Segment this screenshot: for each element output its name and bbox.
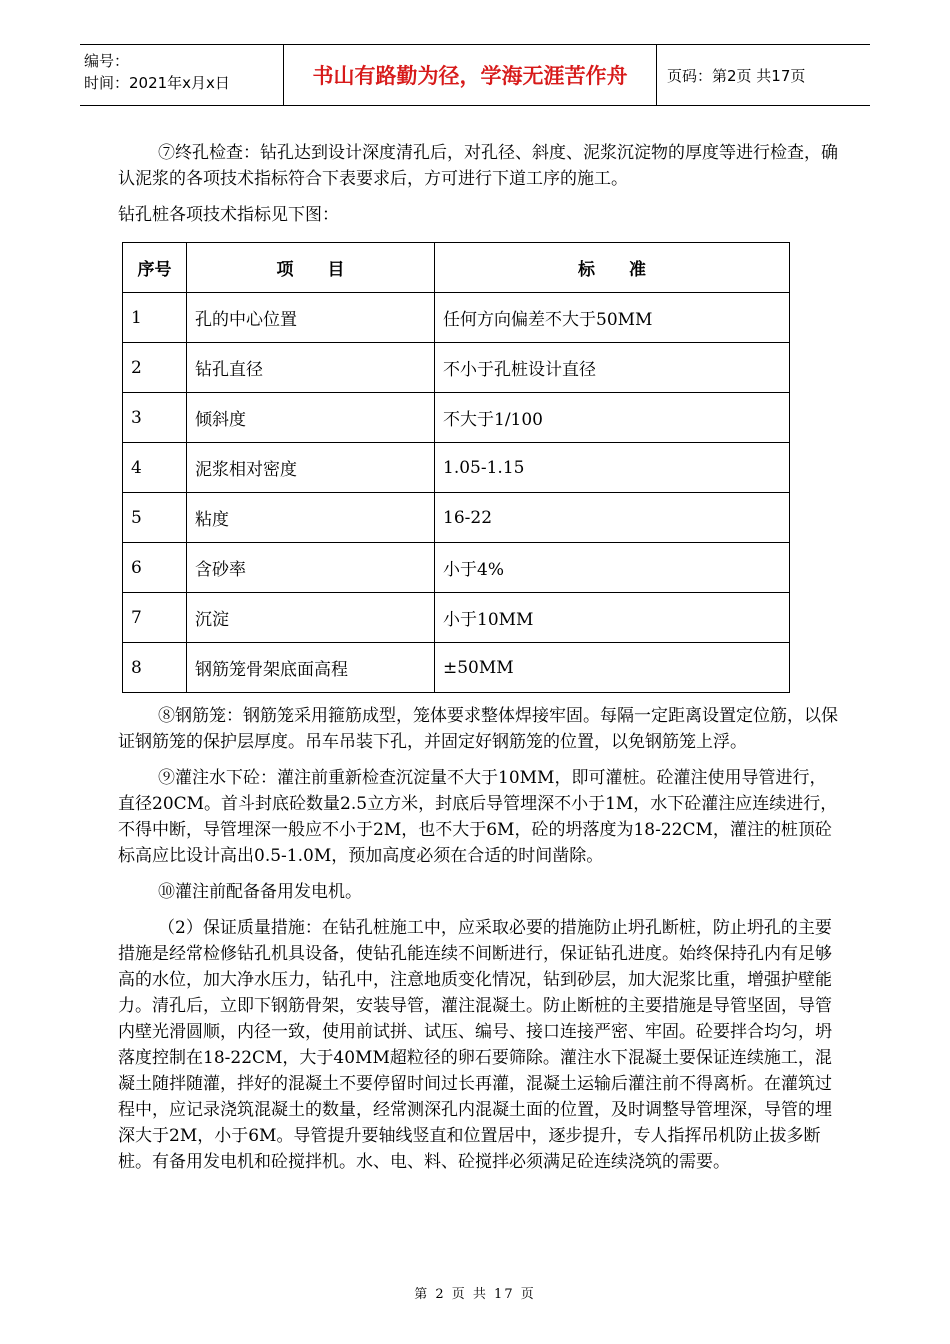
cell-item: 泥浆相对密度: [187, 443, 435, 493]
cell-no: 8: [123, 643, 187, 693]
paragraph-generator: ⑩灌注前配备备用发电机。: [158, 882, 362, 902]
table-row: [123, 493, 790, 543]
table-row: [123, 643, 790, 693]
document-time: 时间：2021年x月x日: [84, 74, 230, 92]
header-cell-item: 项 目: [187, 243, 435, 293]
cell-no: 1: [123, 293, 187, 343]
document-number-label: 编号：: [84, 52, 130, 70]
technical-spec-table: [122, 242, 790, 693]
cell-item: 钢筋笼骨架底面高程: [187, 643, 435, 693]
page-footer: 第 2 页 共 17 页: [414, 1287, 536, 1302]
cell-standard: ±50MM: [435, 643, 790, 693]
table-row: [123, 393, 790, 443]
header-meta: [80, 45, 284, 105]
cell-standard: 不大于1/100: [435, 393, 790, 443]
cell-item: 含砂率: [187, 543, 435, 593]
cell-no: 6: [123, 543, 187, 593]
cell-item: 孔的中心位置: [187, 293, 435, 343]
header-motto: 书山有路勤为径，学海无涯苦作舟: [284, 45, 657, 105]
cell-no: 4: [123, 443, 187, 493]
table-intro: 钻孔桩各项技术指标见下图：: [118, 205, 339, 225]
cell-standard: 1.05-1.15: [435, 443, 790, 493]
header-page-info: 页码：第2页 共17页: [667, 66, 806, 85]
cell-standard: 16-22: [435, 493, 790, 543]
header-cell-no: 序号: [123, 243, 187, 293]
cell-standard: 不小于孔桩设计直径: [435, 343, 790, 393]
table-row: [123, 343, 790, 393]
paragraph-rebar-cage: ⑧钢筋笼：钢筋笼采用箍筋成型，笼体要求整体焊接牢固。每隔一定距离设置定位筋，以保证钢筋笼的保护层厚度。吊车吊装下孔，并固定好钢筋笼的位置，以免钢筋笼上浮。: [118, 706, 838, 752]
page-header: [80, 44, 870, 106]
cell-standard: 小于4%: [435, 543, 790, 593]
paragraph-final-hole-check: ⑦终孔检查：钻孔达到设计深度清孔后，对孔径、斜度、泥浆沉淀物的厚度等进行检查，确认泥浆的各项技术指标符合下表要求后，方可进行下道工序的施工。: [118, 143, 838, 189]
cell-no: 2: [123, 343, 187, 393]
paragraph-quality-measures: （2）保证质量措施：在钻孔桩施工中，应采取必要的措施防止坍孔断桩，防止坍孔的主要措施是经常检修钻孔机具设备，使钻孔能连续不间断进行，保证钻孔进度。始终保持孔内有足够高的水位，加大净水压力，钻孔中，注意地质变化情况，钻到砂层，加大泥浆比重，增强护壁能力。清孔后，立即下钢筋骨架，安装导管，灌注混凝土。防止断桩的主要措施是导管坚固，导管内壁光滑圆顺，内径一致，使用前试拼、试压、编号、接口连接严密、牢固。砼要拌合均匀，坍落度控制在18-22CM，大于40MM超粒径的卵石要筛除。灌注水下混凝土要保证连续施工，混凝土随拌随灌，拌好的混凝土不要停留时间过长再灌，混凝土运输后灌注前不得离析。在灌筑过程中，应记录浇筑混凝土的数量，经常测深孔内混凝土面的位置，及时调整导管埋深，导管的埋深大于2M，小于6M。导管提升要轴线竖直和位置居中，逐步提升，专人指挥吊机防止拔多断桩。有备用发电机和砼搅拌机。水、电、料、砼搅拌必须满足砼连续浇筑的需要。: [118, 918, 832, 1172]
header-cell-standard: 标 准: [435, 243, 790, 293]
table-header-row: [123, 243, 790, 293]
table-row: [123, 543, 790, 593]
cell-item: 钻孔直径: [187, 343, 435, 393]
paragraph-underwater-concrete: ⑨灌注水下砼：灌注前重新检查沉淀量不大于10MM，即可灌桩。砼灌注使用导管进行，直径20CM。首斗封底砼数量2.5立方米，封底后导管埋深不小于1M，水下砼灌注应连续进行，不得中断，导管埋深一般应不小于2M，也不大于6M，砼的坍落度为18-22CM，灌注的桩顶砼标高应比设计高出0.5-1.0M，预加高度必须在合适的时间凿除。: [118, 768, 838, 866]
table-row: [123, 293, 790, 343]
cell-no: 7: [123, 593, 187, 643]
cell-item: 倾斜度: [187, 393, 435, 443]
cell-no: 5: [123, 493, 187, 543]
document-body: [118, 140, 838, 1175]
table-row: [123, 443, 790, 493]
cell-item: 粘度: [187, 493, 435, 543]
cell-standard: 任何方向偏差不大于50MM: [435, 293, 790, 343]
cell-standard: 小于10MM: [435, 593, 790, 643]
cell-item: 沉淀: [187, 593, 435, 643]
table-row: [123, 593, 790, 643]
cell-no: 3: [123, 393, 187, 443]
